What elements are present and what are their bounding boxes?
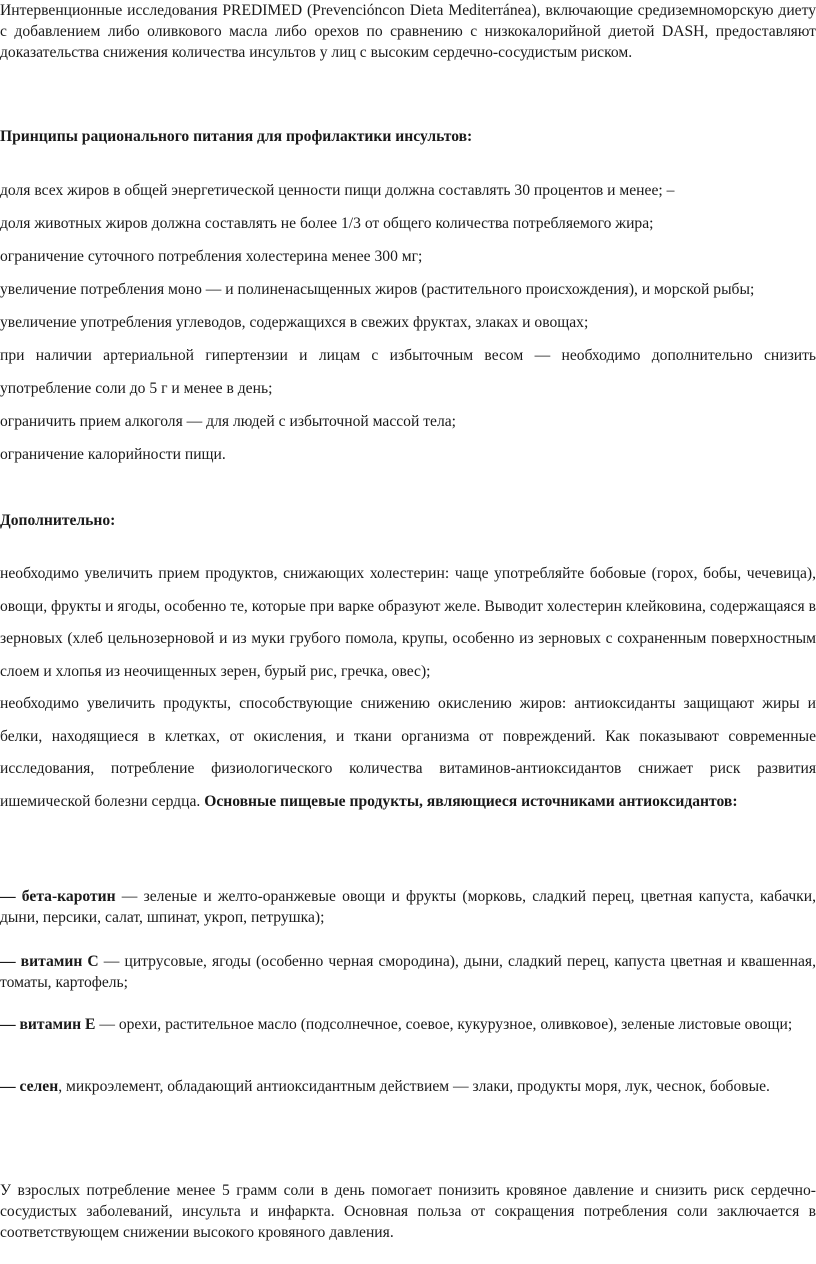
list-item: увеличение потребления моно — и полиненасыщенных жиров (растительного происхождения), и морской рыбы; — [0, 281, 755, 298]
principles-list — [0, 174, 816, 471]
list-item: ограничить прием алкоголя — для людей с избыточной массой тела; — [0, 413, 456, 430]
antioxidant-term: — бета-каротин — [0, 888, 116, 905]
antioxidant-item-vitamin-c — [0, 951, 816, 993]
list-item: при наличии артериальной гипертензии и лицам с избыточным весом — необходимо дополнительно снизить употребление соли до 5 г и менее в день; — [0, 347, 816, 397]
additional-heading: Дополнительно: — [0, 512, 116, 529]
list-item: доля всех жиров в общей энергетической ценности пищи должна составлять 30 процентов и менее; – — [0, 182, 675, 199]
antioxidant-description: — цитрусовые, ягоды (особенно черная смородина), дыни, сладкий перец, капуста цветная и квашенная, томаты, картофель; — [0, 953, 816, 991]
intro-paragraph: Интервенционные исследования PREDIMED (Prevencióncon Dieta Mediterránea), включающие средиземноморскую диету с добавлением либо оливкового масла либо орехов по сравнению с низкокалорийной диетой DASH, предоставляют доказательства снижения количества инсультов у лиц с высоким сердечно-сосудистым риском. — [0, 2, 816, 61]
list-item: ограничение суточного потребления холестерина менее 300 мг; — [0, 248, 423, 265]
antioxidant-term: — витамин Е — [0, 1016, 96, 1033]
list-item: доля животных жиров должна составлять не более 1/3 от общего количества потребляемого жира; — [0, 215, 654, 232]
antioxidant-description: , микроэлемент, обладающий антиоксидантным действием — злаки, продукты моря, лук, чеснок, бобовые. — [58, 1078, 770, 1095]
antioxidant-item-selenium — [0, 1076, 816, 1097]
additional-section — [0, 558, 816, 818]
list-item: ограничение калорийности пищи. — [0, 446, 226, 463]
antioxidant-sources-heading: Основные пищевые продукты, являющиеся источниками антиоксидантов: — [204, 792, 738, 810]
antioxidant-item-beta-carotene — [0, 886, 816, 928]
principles-heading: Принципы рационального питания для профилактики инсультов: — [0, 128, 473, 145]
additional-paragraph-1: необходимо увеличить прием продуктов, снижающих холестерин: чаще употребляйте бобовые (горох, бобы, чечевица), овощи, фрукты и ягоды, особенно те, которые при варке образуют желе. Выводит холестерин клейковина, содержащаяся в зерновых (хлеб цельнозерновой и из муки грубого помола, крупы, особенно из зерновых с сохраненным поверхностным слоем и хлопья из неочищенных зерен, бурый рис, гречка, овес); — [0, 565, 816, 680]
salt-paragraph: У взрослых потребление менее 5 грамм соли в день помогает понизить кровяное давление и снизить риск сердечно-сосудистых заболеваний, инсульта и инфаркта. Основная польза от сокращения потребления соли заключается в соответствующем снижении высокого кровяного давления. — [0, 1182, 816, 1241]
antioxidant-item-vitamin-e — [0, 1014, 816, 1035]
additional-paragraph-2 — [0, 688, 816, 818]
antioxidant-term: — селен — [0, 1078, 59, 1095]
list-item: увеличение употребления углеводов, содержащихся в свежих фруктах, злаках и овощах; — [0, 314, 589, 331]
antioxidant-term: — витамин С — [0, 953, 99, 970]
additional-paragraph-2-text: необходимо увеличить продукты, способствующие снижению окислению жиров: антиоксиданты защищают жиры и белки, находящиеся в клетках, от окисления, и ткани организма от повреждений. Как показывают современные исследования, потребление физиологического количества витаминов-антиоксидантов снижает риск развития ишемической болезни сердца. — [0, 695, 816, 810]
antioxidant-description: — зеленые и желто-оранжевые овощи и фрукты (морковь, сладкий перец, цветная капуста, кабачки, дыни, персики, салат, шпинат, укроп, петрушка); — [0, 888, 816, 926]
antioxidant-description: — орехи, растительное масло (подсолнечное, соевое, кукурузное, оливковое), зеленые листовые овощи; — [95, 1016, 793, 1033]
